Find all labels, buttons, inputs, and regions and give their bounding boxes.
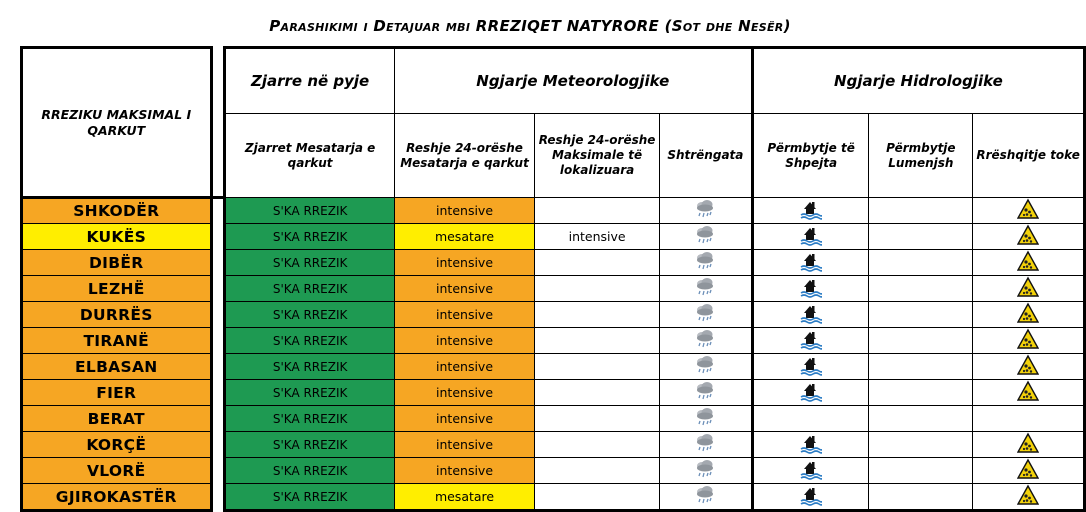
storm-cell [659, 406, 752, 432]
title-part3: (Sot dhe Nesër) [659, 17, 791, 35]
landslide-icon [1017, 224, 1039, 249]
table-row [22, 250, 1085, 276]
landslide-icon [1017, 484, 1039, 509]
fire-risk-cell: S'KA RREZIK [225, 406, 394, 432]
rain-max-cell [535, 354, 660, 380]
storm-cell [659, 198, 752, 224]
river-flood-cell [869, 406, 973, 432]
landslide-cell [973, 432, 1085, 458]
table-row [22, 276, 1085, 302]
rain-max-cell [535, 198, 660, 224]
river-flood-cell [869, 432, 973, 458]
header-corner-text: RREZIKU MAKSIMAL I QARKUT [41, 106, 192, 138]
header-fire-sub: Zjarret Mesatarja e qarkut [225, 114, 394, 198]
rain-avg-cell: intensive [394, 250, 534, 276]
region-name: KUKËS [22, 224, 212, 250]
title-part2: RREZIQET NATYRORE [475, 17, 660, 35]
river-flood-cell [869, 380, 973, 406]
storm-cloud-icon [694, 224, 716, 249]
landslide-icon [1017, 276, 1039, 301]
rain-avg-cell: intensive [394, 458, 534, 484]
flash-flood-icon [800, 302, 822, 327]
landslide-cell [973, 458, 1085, 484]
rain-max-cell [535, 328, 660, 354]
flash-flood-cell [752, 354, 869, 380]
rain-avg-cell: intensive [394, 354, 534, 380]
header-rain-avg: Reshje 24-orëshe Mesatarja e qarkut [394, 114, 534, 198]
region-name: BERAT [22, 406, 212, 432]
region-name: FIER [22, 380, 212, 406]
landslide-icon [1017, 328, 1039, 353]
landslide-icon [1017, 432, 1039, 457]
rain-max-cell [535, 432, 660, 458]
flash-flood-icon [800, 432, 822, 457]
landslide-cell [973, 302, 1085, 328]
page-title [0, 17, 1060, 35]
flash-flood-icon [800, 224, 822, 249]
rain-avg-cell: intensive [394, 406, 534, 432]
storm-cloud-icon [694, 484, 716, 509]
column-gap [211, 432, 225, 458]
storm-cloud-icon [694, 432, 716, 457]
storm-cloud-icon [694, 328, 716, 353]
table-row [22, 458, 1085, 484]
landslide-icon [1017, 458, 1039, 483]
flash-flood-cell [752, 432, 869, 458]
rain-avg-cell: intensive [394, 432, 534, 458]
storm-cloud-icon [694, 302, 716, 327]
storm-cell [659, 458, 752, 484]
column-gap [211, 328, 225, 354]
rain-avg-cell: mesatare [394, 224, 534, 250]
storm-cloud-icon [694, 458, 716, 483]
river-flood-cell [869, 224, 973, 250]
header-landslide: Rrëshqitje toke [973, 114, 1085, 198]
table-row [22, 198, 1085, 224]
river-flood-cell [869, 484, 973, 511]
column-gap [211, 198, 225, 224]
region-name: SHKODËR [22, 198, 212, 224]
fire-risk-cell: S'KA RREZIK [225, 250, 394, 276]
flash-flood-cell [752, 276, 869, 302]
flash-flood-icon [800, 198, 822, 223]
flash-flood-cell [752, 458, 869, 484]
flash-flood-cell [752, 198, 869, 224]
storm-cloud-icon [694, 380, 716, 405]
fire-risk-cell: S'KA RREZIK [225, 276, 394, 302]
column-gap [211, 458, 225, 484]
storm-cell [659, 432, 752, 458]
flash-flood-icon [800, 354, 822, 379]
river-flood-cell [869, 198, 973, 224]
rain-max-cell: intensive [535, 224, 660, 250]
storm-cloud-icon [694, 406, 716, 431]
fire-risk-cell: S'KA RREZIK [225, 198, 394, 224]
rain-max-cell [535, 406, 660, 432]
header-hydro-group: Ngjarje Hidrologjike [752, 48, 1084, 114]
rain-max-cell [535, 250, 660, 276]
column-gap [211, 354, 225, 380]
storm-cloud-icon [694, 198, 716, 223]
rain-avg-cell: intensive [394, 328, 534, 354]
table-row [22, 224, 1085, 250]
region-name: GJIROKASTËR [22, 484, 212, 511]
region-name: DIBËR [22, 250, 212, 276]
column-gap [211, 406, 225, 432]
column-gap [211, 224, 225, 250]
landslide-cell [973, 380, 1085, 406]
column-gap [211, 380, 225, 406]
landslide-cell [973, 198, 1085, 224]
column-gap [211, 276, 225, 302]
rain-avg-cell: intensive [394, 198, 534, 224]
region-name: KORÇË [22, 432, 212, 458]
landslide-icon [1017, 250, 1039, 275]
region-name: LEZHË [22, 276, 212, 302]
landslide-cell [973, 276, 1085, 302]
flash-flood-cell [752, 250, 869, 276]
flash-flood-icon [800, 276, 822, 301]
storm-cloud-icon [694, 276, 716, 301]
flash-flood-icon [800, 380, 822, 405]
river-flood-cell [869, 354, 973, 380]
table-row [22, 380, 1085, 406]
flash-flood-icon [800, 250, 822, 275]
fire-risk-cell: S'KA RREZIK [225, 328, 394, 354]
river-flood-cell [869, 250, 973, 276]
flash-flood-icon [800, 484, 822, 509]
flash-flood-cell [752, 302, 869, 328]
column-gap [211, 48, 225, 198]
landslide-cell [973, 484, 1085, 511]
header-flash-flood: Përmbytje të Shpejta [752, 114, 869, 198]
table-row [22, 484, 1085, 511]
landslide-cell [973, 328, 1085, 354]
table-row [22, 302, 1085, 328]
fire-risk-cell: S'KA RREZIK [225, 458, 394, 484]
region-name: TIRANË [22, 328, 212, 354]
rain-avg-cell: intensive [394, 302, 534, 328]
fire-risk-cell: S'KA RREZIK [225, 224, 394, 250]
landslide-icon [1017, 198, 1039, 223]
storm-cell [659, 250, 752, 276]
flash-flood-cell [752, 328, 869, 354]
region-name: DURRËS [22, 302, 212, 328]
landslide-icon [1017, 302, 1039, 327]
column-gap [211, 484, 225, 511]
storm-cell [659, 354, 752, 380]
table-row [22, 432, 1085, 458]
landslide-cell [973, 354, 1085, 380]
rain-avg-cell: intensive [394, 380, 534, 406]
rain-max-cell [535, 276, 660, 302]
fire-risk-cell: S'KA RREZIK [225, 380, 394, 406]
header-corner [22, 48, 212, 198]
region-name: ELBASAN [22, 354, 212, 380]
rain-avg-cell: mesatare [394, 484, 534, 511]
storm-cell [659, 484, 752, 511]
rain-max-cell [535, 484, 660, 511]
region-name: VLORË [22, 458, 212, 484]
river-flood-cell [869, 302, 973, 328]
table-row [22, 354, 1085, 380]
fire-risk-cell: S'KA RREZIK [225, 354, 394, 380]
landslide-cell [973, 406, 1085, 432]
table-row [22, 406, 1085, 432]
storm-cloud-icon [694, 354, 716, 379]
header-storm: Shtrëngata [659, 114, 752, 198]
flash-flood-cell [752, 224, 869, 250]
landslide-cell [973, 224, 1085, 250]
table-row [22, 328, 1085, 354]
flash-flood-cell [752, 380, 869, 406]
column-gap [211, 302, 225, 328]
river-flood-cell [869, 328, 973, 354]
column-gap [211, 250, 225, 276]
flash-flood-cell [752, 484, 869, 511]
storm-cell [659, 328, 752, 354]
storm-cell [659, 380, 752, 406]
river-flood-cell [869, 276, 973, 302]
flash-flood-icon [800, 458, 822, 483]
landslide-icon [1017, 354, 1039, 379]
header-fire-group: Zjarre në pyje [225, 48, 394, 114]
landslide-icon [1017, 380, 1039, 405]
header-rain-max: Reshje 24-orëshe Maksimale të lokalizuara [535, 114, 660, 198]
hazard-table [20, 46, 1086, 512]
storm-cell [659, 224, 752, 250]
rain-max-cell [535, 458, 660, 484]
landslide-cell [973, 250, 1085, 276]
storm-cell [659, 302, 752, 328]
flash-flood-cell [752, 406, 869, 432]
flash-flood-icon [800, 328, 822, 353]
storm-cell [659, 276, 752, 302]
river-flood-cell [869, 458, 973, 484]
header-river-flood: Përmbytje Lumenjsh [869, 114, 973, 198]
fire-risk-cell: S'KA RREZIK [225, 484, 394, 511]
storm-cloud-icon [694, 250, 716, 275]
fire-risk-cell: S'KA RREZIK [225, 432, 394, 458]
header-meteo-group: Ngjarje Meteorologjike [394, 48, 752, 114]
rain-max-cell [535, 302, 660, 328]
rain-avg-cell: intensive [394, 276, 534, 302]
title-part1: Parashikimi i Detajuar mbi [269, 17, 476, 35]
fire-risk-cell: S'KA RREZIK [225, 302, 394, 328]
rain-max-cell [535, 380, 660, 406]
